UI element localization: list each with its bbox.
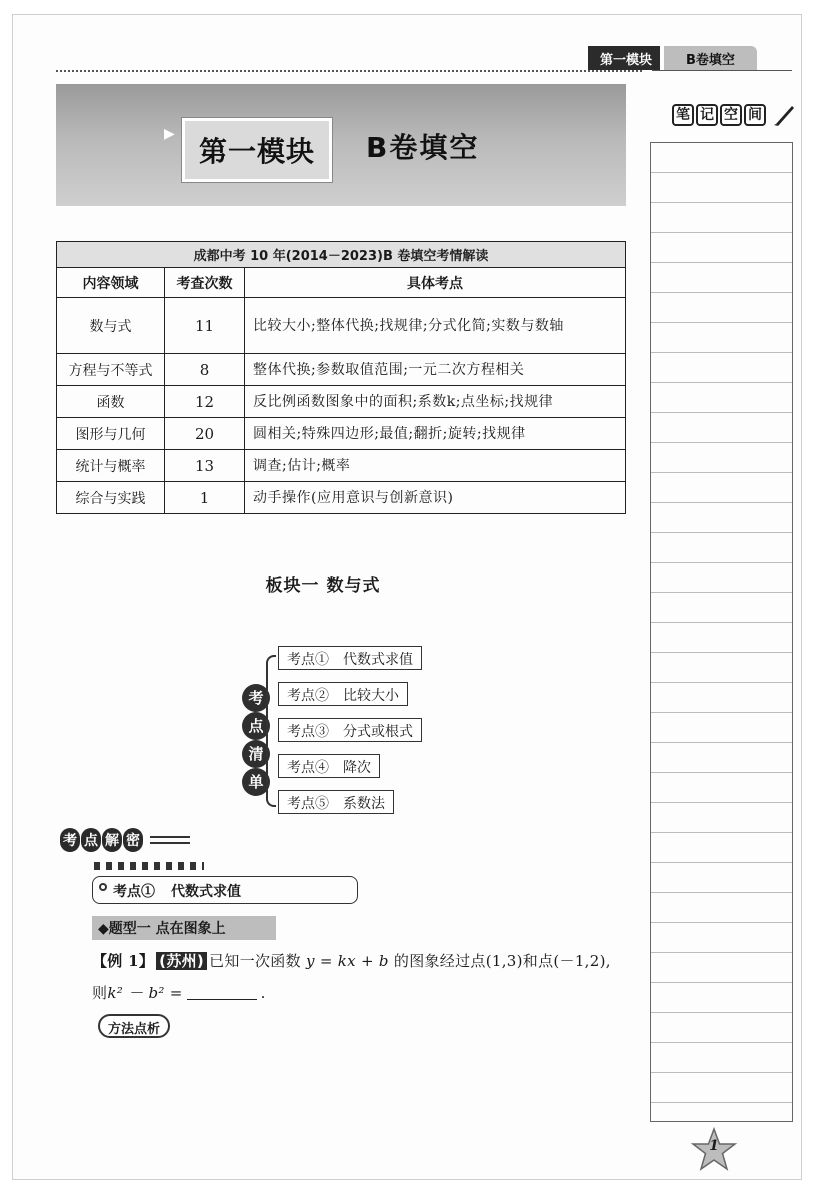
header-right-rule [652, 70, 792, 71]
header-subsection-label: B卷填空 [664, 46, 757, 70]
table-cell-area: 综合与实践 [57, 482, 165, 514]
table-cell-points: 反比例函数图象中的面积;系数k;点坐标;找规律 [245, 386, 626, 418]
table-cell-area: 数与式 [57, 298, 165, 354]
example-formula: y = kx + b [305, 952, 389, 970]
jiemi-char: 点 [81, 828, 101, 852]
exam-analysis-table [56, 241, 626, 514]
table-cell-count: 1 [165, 482, 245, 514]
bullet-icon [99, 883, 107, 891]
example-line2-expr: k² － b² = [107, 984, 183, 1002]
qingdan-item [278, 790, 394, 814]
header-tab [588, 46, 757, 70]
qingdan-item-num: 考点① [287, 652, 329, 668]
method-tag: 方法点析 [98, 1014, 170, 1038]
notes-title-char: 空 [720, 104, 742, 126]
qingdan-item-name: 代数式求值 [343, 652, 413, 668]
qingdan-item [278, 682, 408, 706]
example-line2-end: . [260, 984, 266, 1002]
header-dotted-rule [56, 70, 642, 72]
table-cell-count: 8 [165, 354, 245, 386]
table-cell-points: 动手操作(应用意识与创新意识) [245, 482, 626, 514]
notes-lined-area [650, 142, 793, 1122]
qingdan-label-char: 清 [242, 740, 270, 768]
qingdan-label-char: 考 [242, 684, 270, 712]
table-cell-area: 方程与不等式 [57, 354, 165, 386]
qingdan-item [278, 718, 422, 742]
question-type-bar: ◆题型一 点在图象上 [92, 916, 276, 940]
table-row [57, 298, 626, 354]
module-banner [56, 84, 626, 206]
jiemi-heading [60, 828, 190, 852]
table-cell-count: 11 [165, 298, 245, 354]
table-cell-points: 调查;估计;概率 [245, 450, 626, 482]
pen-icon [772, 104, 796, 126]
example-text-after: 的图象经过点(1,3)和点(－1,2), [393, 952, 611, 970]
qingdan-item-num: 考点② [287, 688, 329, 704]
header-section-label: 第一模块 [588, 46, 660, 70]
banner-subtitle: B卷填空 [366, 131, 480, 164]
jiemi-char: 考 [60, 828, 80, 852]
jiemi-char: 密 [123, 828, 143, 852]
table-cell-area: 函数 [57, 386, 165, 418]
example-region-tag: (苏州) [156, 952, 207, 970]
qingdan-item-name: 分式或根式 [343, 724, 413, 740]
kaodian-bar [92, 876, 358, 904]
table-header: 考查次数 [165, 268, 245, 298]
table-cell-count: 13 [165, 450, 245, 482]
notes-title-char: 间 [744, 104, 766, 126]
table-row [57, 418, 626, 450]
qingdan-label-char: 单 [242, 768, 270, 796]
block-title: 板块一 数与式 [265, 576, 381, 596]
table-header: 内容领域 [57, 268, 165, 298]
play-arrow-icon: ▶ [164, 126, 175, 142]
notes-title [672, 104, 796, 126]
example-line2-prefix: 则 [92, 984, 108, 1002]
qingdan-brace [266, 655, 276, 807]
table-row [57, 482, 626, 514]
table-cell-count: 12 [165, 386, 245, 418]
table-row [57, 386, 626, 418]
notes-title-char: 笔 [672, 104, 694, 126]
jiemi-decoration [150, 836, 190, 844]
dash-decoration [94, 862, 204, 870]
table-cell-points: 圆相关;特殊四边形;最值;翻折;旋转;找规律 [245, 418, 626, 450]
jiemi-char: 解 [102, 828, 122, 852]
kaodian-name: 代数式求值 [171, 884, 241, 900]
example-text-before: 已知一次函数 [209, 952, 301, 970]
qingdan-item-name: 降次 [343, 760, 371, 776]
banner-title: 第一模块 [198, 135, 315, 168]
page-number: 1 [709, 1138, 719, 1154]
table-cell-count: 20 [165, 418, 245, 450]
qingdan-item [278, 646, 422, 670]
notes-title-char: 记 [696, 104, 718, 126]
example-line-1 [92, 950, 611, 971]
qingdan-item-name: 比较大小 [343, 688, 399, 704]
example-line-2 [92, 982, 266, 1003]
table-header: 具体考点 [245, 268, 626, 298]
qingdan-item-name: 系数法 [343, 796, 385, 812]
kaodian-num: 考点① [113, 884, 155, 900]
table-cell-area: 统计与概率 [57, 450, 165, 482]
table-cell-points: 整体代换;参数取值范围;一元二次方程相关 [245, 354, 626, 386]
table-row [57, 354, 626, 386]
example-label: 【例 1】 [92, 952, 155, 970]
table-cell-area: 图形与几何 [57, 418, 165, 450]
qingdan-item-num: 考点③ [287, 724, 329, 740]
qingdan-item-num: 考点④ [287, 760, 329, 776]
table-title: 成都中考 10 年(2014－2023)B 卷填空考情解读 [57, 242, 626, 268]
qingdan-label-char: 点 [242, 712, 270, 740]
answer-blank[interactable] [187, 999, 257, 1000]
banner-title-box [182, 118, 332, 182]
qingdan-item [278, 754, 380, 778]
qingdan-item-num: 考点⑤ [287, 796, 329, 812]
table-row [57, 450, 626, 482]
table-cell-points: 比较大小;整体代换;找规律;分式化简;实数与数轴 [245, 298, 626, 354]
